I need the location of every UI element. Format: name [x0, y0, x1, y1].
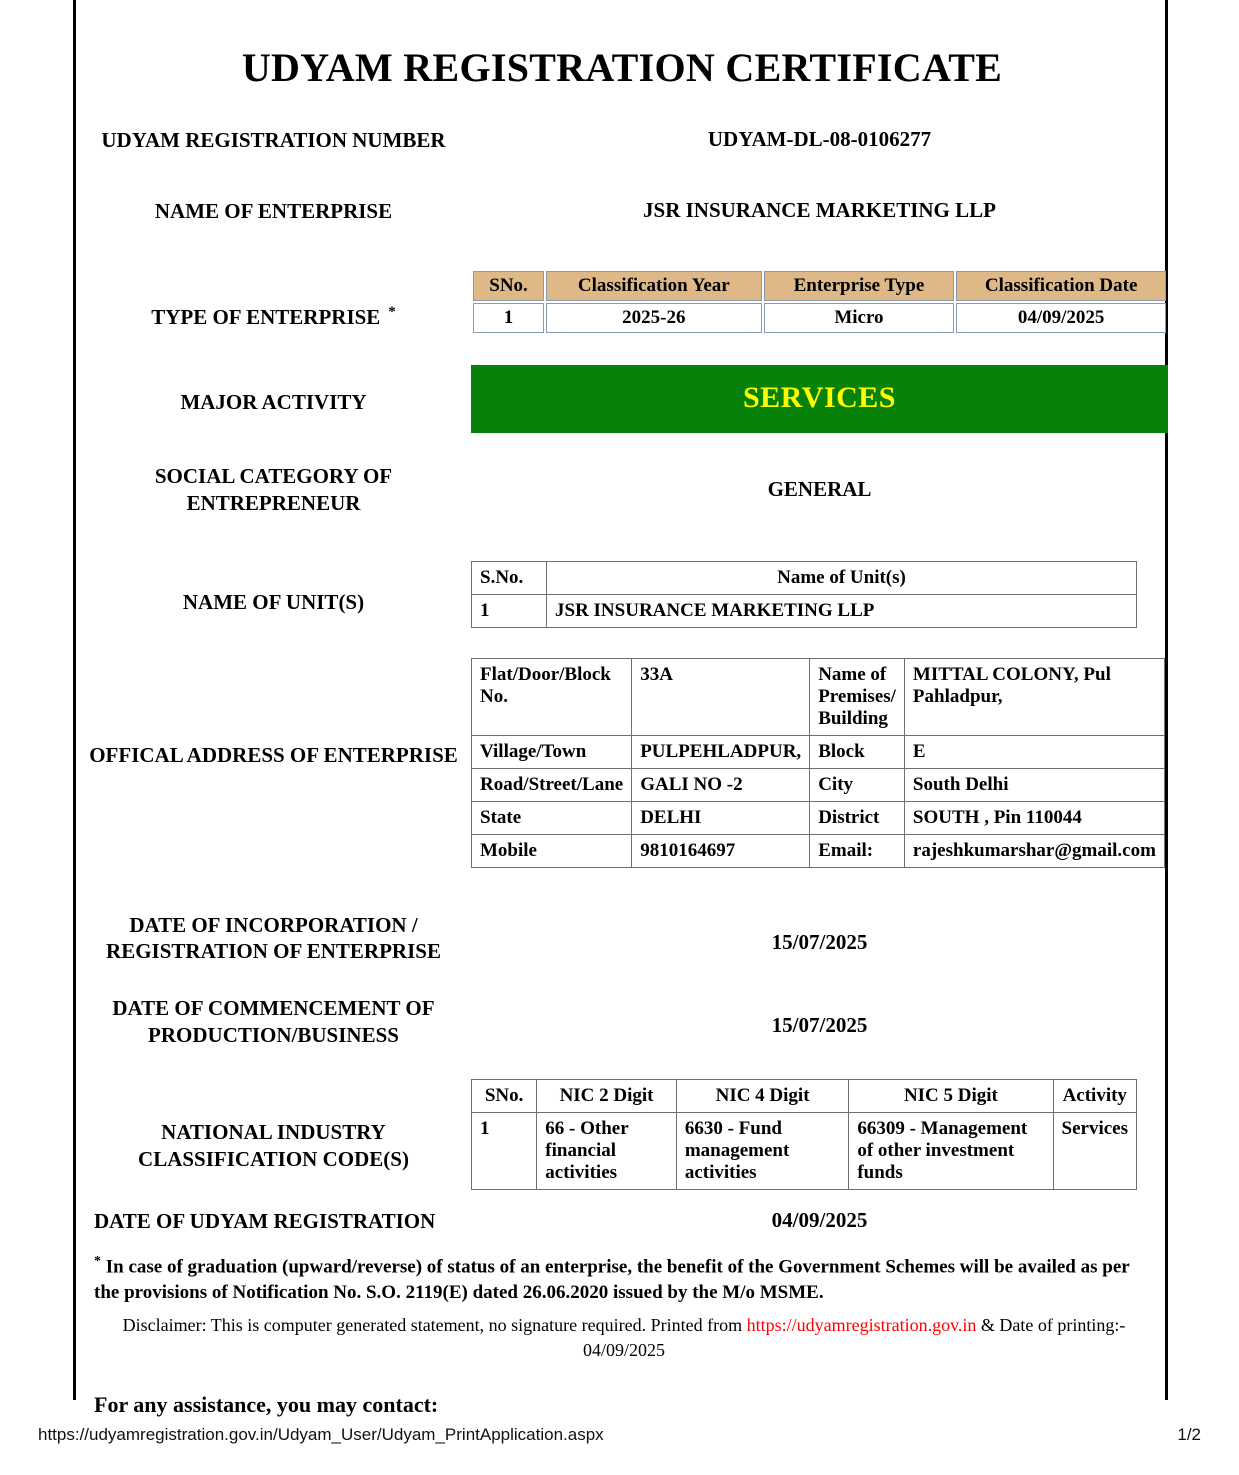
- cell-nic-4digit: 6630 - Fund management activities: [676, 1113, 848, 1190]
- udyam-registration-link[interactable]: https://udyamregistration.gov.in: [746, 1315, 977, 1336]
- major-activity-banner: SERVICES: [471, 365, 1168, 433]
- label-date-udyam-registration: DATE OF UDYAM REGISTRATION: [94, 1209, 436, 1233]
- value-date-udyam-registration: 04/09/2025: [771, 1208, 868, 1232]
- footnote-star-marker: *: [388, 303, 396, 320]
- cell-nic-sno: 1: [472, 1113, 537, 1190]
- row-enterprise-name: [76, 198, 1168, 225]
- table-row: [472, 658, 1165, 735]
- print-footer: [0, 1425, 1239, 1445]
- footnote-graduation-note: [76, 1253, 1168, 1306]
- row-date-udyam-registration: [76, 1208, 1168, 1235]
- major-activity-banner-wrapper: [471, 365, 1168, 433]
- addr-value-premises: MITTAL COLONY, Pul Pahladpur,: [904, 658, 1164, 735]
- cell-unit-name: JSR INSURANCE MARKETING LLP: [547, 594, 1137, 627]
- value-social-category: GENERAL: [767, 476, 872, 501]
- row-official-address: [76, 658, 1168, 868]
- row-major-activity: [76, 365, 1168, 433]
- disclaimer-print-date: 04/09/2025: [582, 1339, 665, 1360]
- addr-value-mobile: 9810164697: [632, 834, 810, 867]
- label-official-address: OFFICAL ADDRESS OF ENTERPRISE: [89, 742, 458, 767]
- address-table: [471, 658, 1165, 868]
- footnote-text: In case of graduation (upward/reverse) of status of an enterprise, the benefit of the Government Schemes will be availed as per the provisions of Notification No. S.O. 2119(E) dated 26.06.2020 issued by the M/o MSME.: [94, 1256, 1130, 1303]
- col-enterprise-type: Enterprise Type: [764, 271, 955, 301]
- label-social-category: SOCIAL CATEGORY OF ENTREPRENEUR: [154, 463, 393, 515]
- value-date-commencement: 15/07/2025: [771, 1013, 868, 1038]
- page-title: UDYAM REGISTRATION CERTIFICATE: [241, 45, 1003, 90]
- table-row: [472, 594, 1137, 627]
- nic-table-wrapper: [471, 1079, 1168, 1190]
- label-name-of-units: NAME OF UNIT(S): [182, 589, 365, 614]
- cell-classification-year: 2025-26: [546, 303, 761, 333]
- print-footer-page-number: 1/2: [1177, 1425, 1201, 1444]
- label-type-of-enterprise-text: TYPE OF ENTERPRISE: [151, 304, 381, 329]
- address-table-wrapper: [471, 658, 1168, 868]
- addr-label-village: Village/Town: [472, 735, 632, 768]
- addr-label-premises: Name of Premises/ Building: [810, 658, 905, 735]
- print-footer-url: https://udyamregistration.gov.in/Udyam_User/Udyam_PrintApplication.aspx: [38, 1425, 604, 1444]
- cell-nic-2digit: 66 - Other financial activities: [537, 1113, 677, 1190]
- certificate-sheet: [76, 0, 1168, 1418]
- cell-nic-5digit: 66309 - Management of other investment funds: [849, 1113, 1053, 1190]
- label-registration-number: UDYAM REGISTRATION NUMBER: [101, 128, 446, 152]
- label-enterprise-name: NAME OF ENTERPRISE: [154, 198, 393, 223]
- addr-label-mobile: Mobile: [472, 834, 632, 867]
- row-date-incorporation: [76, 912, 1168, 966]
- units-table-wrapper: [471, 561, 1168, 628]
- table-row: [472, 768, 1165, 801]
- disclaimer: [76, 1305, 1168, 1362]
- col-nic-activity: Activity: [1053, 1080, 1136, 1113]
- units-table: [471, 561, 1137, 628]
- col-unit-sno: S.No.: [472, 561, 547, 594]
- addr-label-flat: Flat/Door/Block No.: [472, 658, 632, 735]
- col-sno: SNo.: [473, 271, 544, 301]
- label-date-incorporation: DATE OF INCORPORATION / REGISTRATION OF ENTERPRISE: [106, 912, 441, 964]
- col-unit-name: Name of Unit(s): [547, 561, 1137, 594]
- row-nic-codes: [76, 1079, 1168, 1190]
- value-registration-number: UDYAM-DL-08-0106277: [707, 127, 932, 151]
- row-registration-number: [76, 127, 1168, 154]
- table-row: [472, 735, 1165, 768]
- addr-value-village: PULPEHLADPUR,: [632, 735, 810, 768]
- footnote-asterisk: *: [94, 1253, 101, 1269]
- col-classification-year: Classification Year: [546, 271, 761, 301]
- addr-value-flat: 33A: [632, 658, 810, 735]
- row-type-of-enterprise: [76, 269, 1168, 335]
- cell-nic-activity: Services: [1053, 1113, 1136, 1190]
- col-classification-date: Classification Date: [956, 271, 1166, 301]
- label-type-of-enterprise: [76, 269, 471, 331]
- addr-label-email: Email:: [810, 834, 905, 867]
- table-header-row: [472, 1080, 1137, 1113]
- value-enterprise-name: JSR INSURANCE MARKETING LLP: [643, 197, 996, 222]
- addr-label-road: Road/Street/Lane: [472, 768, 632, 801]
- classification-table-wrapper: [471, 269, 1168, 335]
- addr-label-city: City: [810, 768, 905, 801]
- addr-value-district: SOUTH , Pin 110044: [904, 801, 1164, 834]
- value-date-incorporation: 15/07/2025: [771, 929, 868, 954]
- col-nic-sno: SNo.: [472, 1080, 537, 1113]
- row-name-of-units: [76, 561, 1168, 628]
- addr-label-block: Block: [810, 735, 905, 768]
- assistance-heading: For any assistance, you may contact:: [94, 1392, 439, 1418]
- addr-value-city: South Delhi: [904, 768, 1164, 801]
- cell-unit-sno: 1: [472, 594, 547, 627]
- cell-classification-date: 04/09/2025: [956, 303, 1166, 333]
- col-nic-5digit: NIC 5 Digit: [849, 1080, 1053, 1113]
- row-date-commencement: [76, 995, 1168, 1049]
- disclaimer-prefix: Disclaimer: This is computer generated statement, no signature required. Printed from: [122, 1315, 747, 1336]
- col-nic-4digit: NIC 4 Digit: [676, 1080, 848, 1113]
- addr-label-state: State: [472, 801, 632, 834]
- addr-value-email: rajeshkumarshar@gmail.com: [904, 834, 1164, 867]
- addr-value-block: E: [904, 735, 1164, 768]
- addr-value-road: GALI NO -2: [632, 768, 810, 801]
- addr-label-district: District: [810, 801, 905, 834]
- col-nic-2digit: NIC 2 Digit: [537, 1080, 677, 1113]
- label-date-commencement: DATE OF COMMENCEMENT OF PRODUCTION/BUSINESS: [112, 996, 435, 1048]
- table-row: [472, 834, 1165, 867]
- table-row: [472, 1113, 1137, 1190]
- classification-table: [471, 269, 1168, 335]
- label-nic-codes: NATIONAL INDUSTRY CLASSIFICATION CODE(S): [138, 1120, 409, 1171]
- disclaimer-suffix: & Date of printing:-: [976, 1315, 1126, 1336]
- table-header-row: [473, 271, 1166, 301]
- table-row: [472, 801, 1165, 834]
- table-row: [473, 303, 1166, 333]
- nic-table: [471, 1079, 1137, 1190]
- row-social-category: [76, 463, 1168, 517]
- cell-enterprise-type: Micro: [764, 303, 955, 333]
- table-header-row: [472, 561, 1137, 594]
- cell-sno: 1: [473, 303, 544, 333]
- label-major-activity: MAJOR ACTIVITY: [180, 389, 367, 414]
- addr-value-state: DELHI: [632, 801, 810, 834]
